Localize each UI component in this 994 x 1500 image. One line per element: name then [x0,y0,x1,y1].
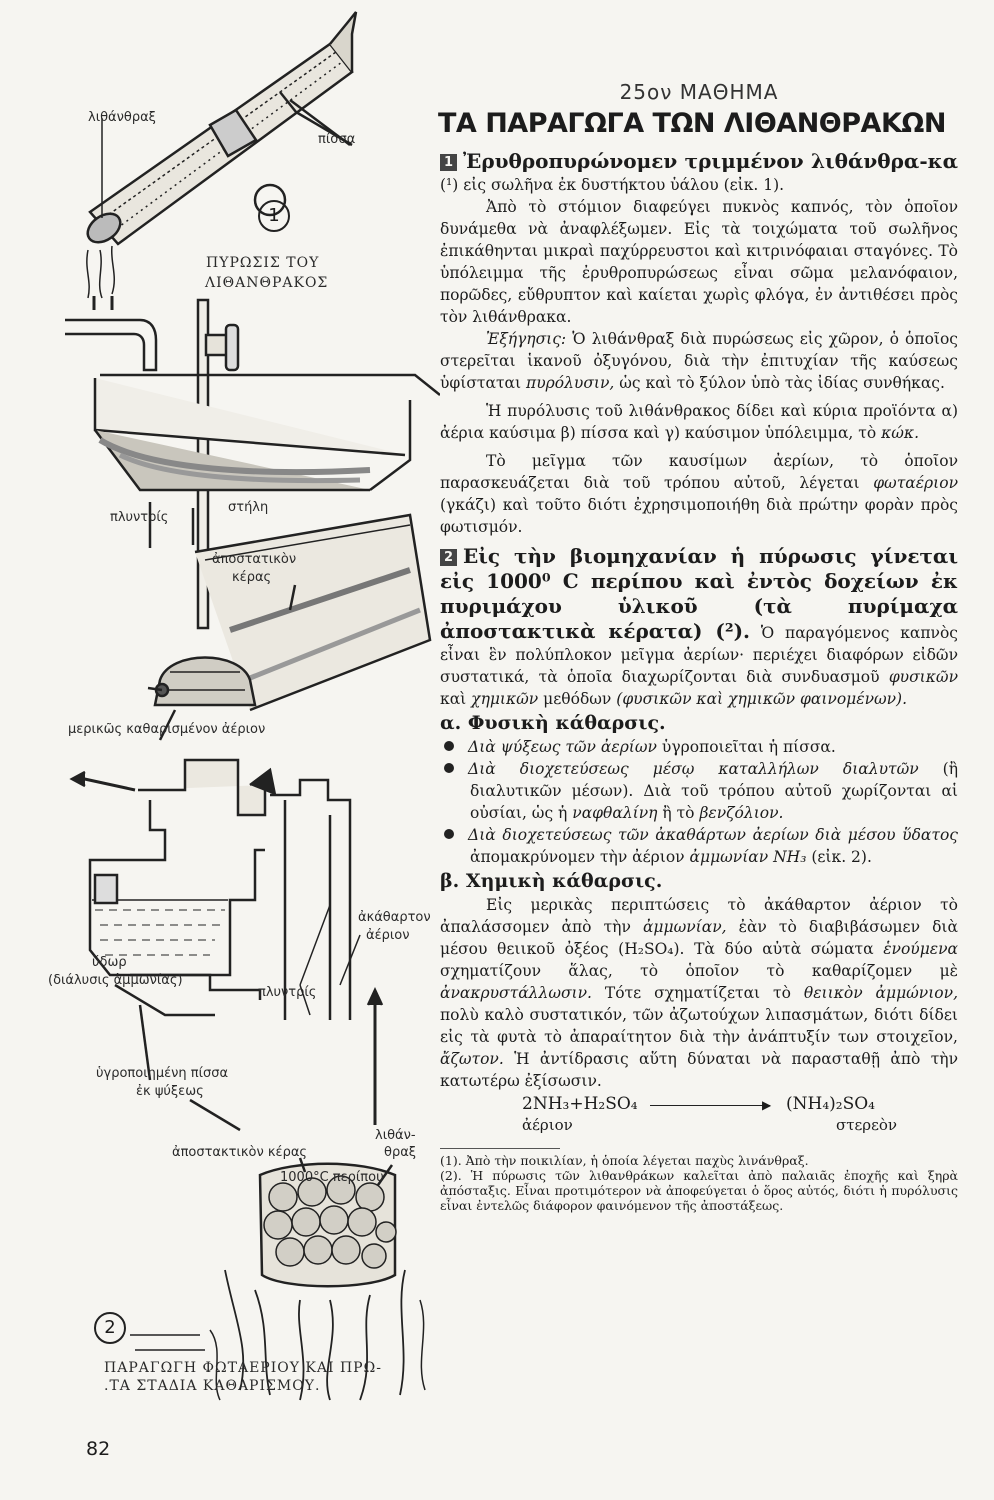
section2-p2-text-b: ἐὰν τὸ διαβιβάσωμεν διὰ μέσου θειικοῦ ὀξέος (H₂SO₄). Τὰ δύο αὐτὰ σώματα [440,918,958,958]
figure-column [0,0,440,1500]
equation-left-state: ἀέριον [522,1116,573,1134]
section2-number: 2 [440,549,457,566]
bullet-water [440,824,958,868]
text-column [440,80,958,1213]
fig2-caption-line2: .ΤΑ ΣΤΑΔΙΑ ΚΑΘΑΡΙΣΜΟΥ. [104,1378,321,1394]
bullet-cooling [440,736,958,758]
fig2-label-coal-2: θραξ [384,1145,417,1160]
section2-p2-text-d: Τότε σχηματίζεται τὸ [604,984,791,1002]
section2-lead [440,544,958,710]
fig2-label-column: στήλη [228,500,269,515]
section1-paragraph2 [440,328,958,394]
page-title: ΤΑ ΠΑΡΑΓΩΓΑ ΤΩΝ ΛΙΘΑΝΘΡΑΚΩΝ [438,108,946,139]
fig2-label-impure-gas-1: ἀκάθαρτον [358,910,431,925]
term-physical: φυσικῶν [888,668,958,686]
fig2-label-retort-top-2: κέρας [232,570,272,585]
term-chemical: χημικῶν [471,690,539,708]
section2-p2-text-a: Εἰς μερικὰς περιπτώσεις τὸ ἀκάθαρτον ἀέριον τὸ ἀπαλάσσομεν ἀπὸ τὴν [440,896,958,936]
section1-paragraph1: Ἀπὸ τὸ στόμιον διαφεύγει πυκνὸς καπνός, τὸν ὁποῖον δυνάμεθα νὰ ἀναφλέξωμεν. Εἰς τὰ τοιχώματα τοῦ σωλῆνος ἐπικάθηνται μικραὶ παχύρρευστοι καὶ κιτρινόφαιαι σταγόνες. Τὸ ὑπόλειμμα τῆς ἐρυθροπυρώσεως εἶναι σῶμα μελανόφαιον, πορῶδες, εὔθρυπτον καὶ καίεται χωρὶς φλόγα, ἐν ἀντιθέσει πρὸς τὸν λιθάνθρακα. [440,198,958,326]
section2-p1-text-a: Ὁ παραγόμενος καπνὸς εἶναι ἓν πολύπλοκον μεῖγμα ἀερίων· περιέχει διαφόρων εἰδῶν συστατικά, τὰ ὁποῖα διαχωρίζονται διὰ συνδυασμοῦ [440,624,958,686]
section2-lead-bold: Εἰς τὴν βιομηχανίαν ἡ πύρωσις γίνεται εἰς 1000⁰ C περίπου καὶ ἐντὸς δοχείων ἐκ πυριμάχου ὑλικοῦ (τὰ πυρίμαχα ἀποστακτικὰ κέρατα) (²). [440,544,958,643]
bullet2-text: (ἢ διαλυτικῶν μέσων). Διὰ τοῦ τρόπου αὐτοῦ χωρίζονται αἱ οὐσίαι, ὡς ἡ [470,760,958,822]
term-naphthalene: ναφθαλίνη [572,804,658,822]
section1-lead [440,149,958,196]
fig2-label-partially-purified: μερικῶς καθαρισμένον ἀέριον [68,722,266,737]
section1-number: 1 [440,154,457,171]
term-coke: κώκ. [881,424,920,442]
fig1-label-tar: πίσσα [318,132,356,147]
equation-right: (NH₄)₂SO₄ [786,1094,875,1114]
figures-illustration [0,0,440,1500]
section1-paragraph3 [440,400,958,444]
fig2-label-water-2: (διάλυσις ἀμμωνίας) [48,973,183,988]
fig2-number: 2 [94,1312,126,1344]
term-combined: ἑνούμενα [883,940,958,958]
fig2-label-tar-1: ὑγροποιημένη πίσσα [96,1066,229,1081]
fig2-label-retort-bottom: ἀποστακτικὸν κέρας [172,1145,308,1160]
chemical-equation [440,1094,958,1140]
page-number: 82 [86,1438,111,1460]
section2-p2-text-c: σχηματίζουν ἅλας, τὸ ὁποῖον τὸ καθαρίζομεν μὲ [440,962,958,980]
fig2-label-temperature: 1000°C περίπου [280,1170,384,1185]
section1-lead-tail: (¹) εἰς σωλῆνα ἐκ δυστήκτου ὑάλου (εἰκ. 1). [440,176,785,194]
bullet1-text: ὑγροποιεῖται ἡ πίσσα. [661,738,836,756]
fig2-label-tar-2: ἐκ ψύξεως [136,1084,204,1099]
section2-p1-text-c: μεθόδων [543,690,612,708]
subheading-chemical: β. Χημικὴ κάθαρσις. [440,870,663,892]
fig1-caption-line1: ΠΥΡΩΣΙΣ ΤΟΥ [206,255,320,271]
bullet-dot [444,741,454,751]
section1-paragraph4 [440,450,958,538]
equation-arrowhead: ▶ [762,1098,772,1112]
section2-p2-text-f: Ἡ ἀντίδρασις αὕτη δύναται νὰ παρασταθῇ ἀπὸ τὴν κατωτέρω ἐξίσωσιν. [440,1050,958,1090]
lesson-heading: 25ον ΜΑΘΗΜΑ [619,80,779,104]
equation-arrow [650,1105,770,1106]
term-benzene: βενζόλιον. [699,804,784,822]
section1-p4-text-a: Τὸ μεῖγμα τῶν καυσίμων ἀερίων, τὸ ὁποῖον παρασκευάζεται διὰ τοῦ τρόπου αὐτοῦ, λέγεται [440,452,958,492]
fig1-number: 1 [258,200,290,232]
section2-p1-text-b: καὶ [440,690,467,708]
equation-right-state: στερεὸν [836,1116,898,1134]
section2-p1-paren: (φυσικῶν καὶ χημικῶν φαινομένων). [616,690,908,708]
fig2-caption-line1: ΠΑΡΑΓΩΓΗ ΦΩΤΑΕΡΙΟΥ ΚΑΙ ΠΡΩ- [104,1360,382,1376]
footnote-divider [440,1148,560,1149]
fig2-label-retort-top-1: ἀποστατικὸν [212,552,297,567]
section1-p2-text-a: Ὁ λιθάνθραξ διὰ πυρώσεως εἰς χῶρον, ὁ ὁποῖος στερεῖται ἱκανοῦ ὀξυγόνου, διὰ τὴν ἐπιτυχίαν τῆς καύσεως ὑφίσταται [440,330,958,392]
section1-p2-text-b: ὡς καὶ τὸ ξύλον ὑπὸ τὰς ἰδίας συνθήκας. [619,374,945,392]
bullet1-italic: Διὰ ψύξεως τῶν ἀερίων [468,738,657,756]
term-coal-gas: φωταέριον [873,474,958,492]
bullet-solvents [440,758,958,824]
fig2-label-coal-1: λιθάν- [375,1128,416,1143]
footnote-2: (2). Ἡ πύρωσις τῶν λιθανθράκων καλεῖται ἀπὸ παλαιᾶς ἐποχῆς καὶ ξηρὰ ἀπόσταξις. Εἶναι προτιμότερον νὰ ἀποφεύγεται ὁ ὅρος αὐτός, διότι ἡ πυρόλυσις εἶναι ἐντελῶς διάφορον φαινόμενον τῆς ἀποστάξεως. [440,1168,958,1213]
footnote-1: (1). Ἀπὸ τὴν ποικιλίαν, ἡ ὁποία λέγεται παχὺς λινάνθραξ. [440,1153,809,1168]
fig2-label-impure-gas-2: ἀέριον [366,928,410,943]
bullet2-italic: Διὰ διοχετεύσεως μέσῳ καταλλήλων διαλυτῶν [468,760,919,778]
term-recrystallization: ἀνακρυστάλλωσιν. [440,984,592,1002]
fig2-label-scrubber: πλυντρίς [110,510,169,525]
fig1-caption-line2: ΛΙΘΑΝΘΡΑΚΟΣ [205,275,329,291]
bullet-dot [444,763,454,773]
bullet2-tail: ἢ τὸ [662,804,695,822]
bullet-dot [444,829,454,839]
section2-p2-text-e: πολὺ καλὸ συστατικόν, τῶν ἀζωτούχων λιπασμάτων, διότι δίδει εἰς τὰ φυτὰ τὸ ἀπαραίτητον διὰ τὴν ἀνάπτυξίν των στοιχεῖον, [440,1006,958,1046]
section2-paragraph2 [440,894,958,1092]
section1-p4-text-b: (γκάζι) καὶ τοῦτο διότι ἐχρησιμοποιήθη διὰ πρώτην φορὰν πρὸς φωτισμόν. [440,496,958,536]
section1-lead-bold: Ἐρυθροπυρώνομεν τριμμένον λιθάνθρα-κα [463,149,958,173]
fig1-label-coal: λιθάνθραξ [88,110,156,125]
fig2-label-water-1: ὕδωρ [92,955,127,970]
subheading-physical: α. Φυσικὴ κάθαρσις. [440,712,666,734]
explanation-label: Ἐξήγησις: [486,330,567,348]
term-pyrolysis: πυρόλυσιν, [526,374,615,392]
section1-p3-text: Ἡ πυρόλυσις τοῦ λιθάνθρακος δίδει καὶ κύρια προϊόντα α) ἀέρια καύσιμα β) πίσσα καὶ γ) καύσιμον ὑπόλειμμα, τὸ [440,402,958,442]
bullet3-text: ἀπομακρύνομεν τὴν ἀέριον [470,848,685,866]
equation-left: 2NH₃+H₂SO₄ [522,1094,638,1114]
term-nitrogen: ἄζωτον. [440,1050,504,1068]
term-ammonia: ἀμμωνίαν NH₃ [689,848,807,866]
fig2-label-scrubber2: πλυντρίς [258,985,317,1000]
term-ammonia2: ἀμμωνίαν, [642,918,727,936]
bullet3-tail: (εἰκ. 2). [811,848,872,866]
term-ammonium-sulfate: θειικὸν ἀμμώνιον, [803,984,958,1002]
bullet3-italic: Διὰ διοχετεύσεως τῶν ἀκαθάρτων ἀερίων διὰ μέσου ὕδατος [468,826,958,844]
